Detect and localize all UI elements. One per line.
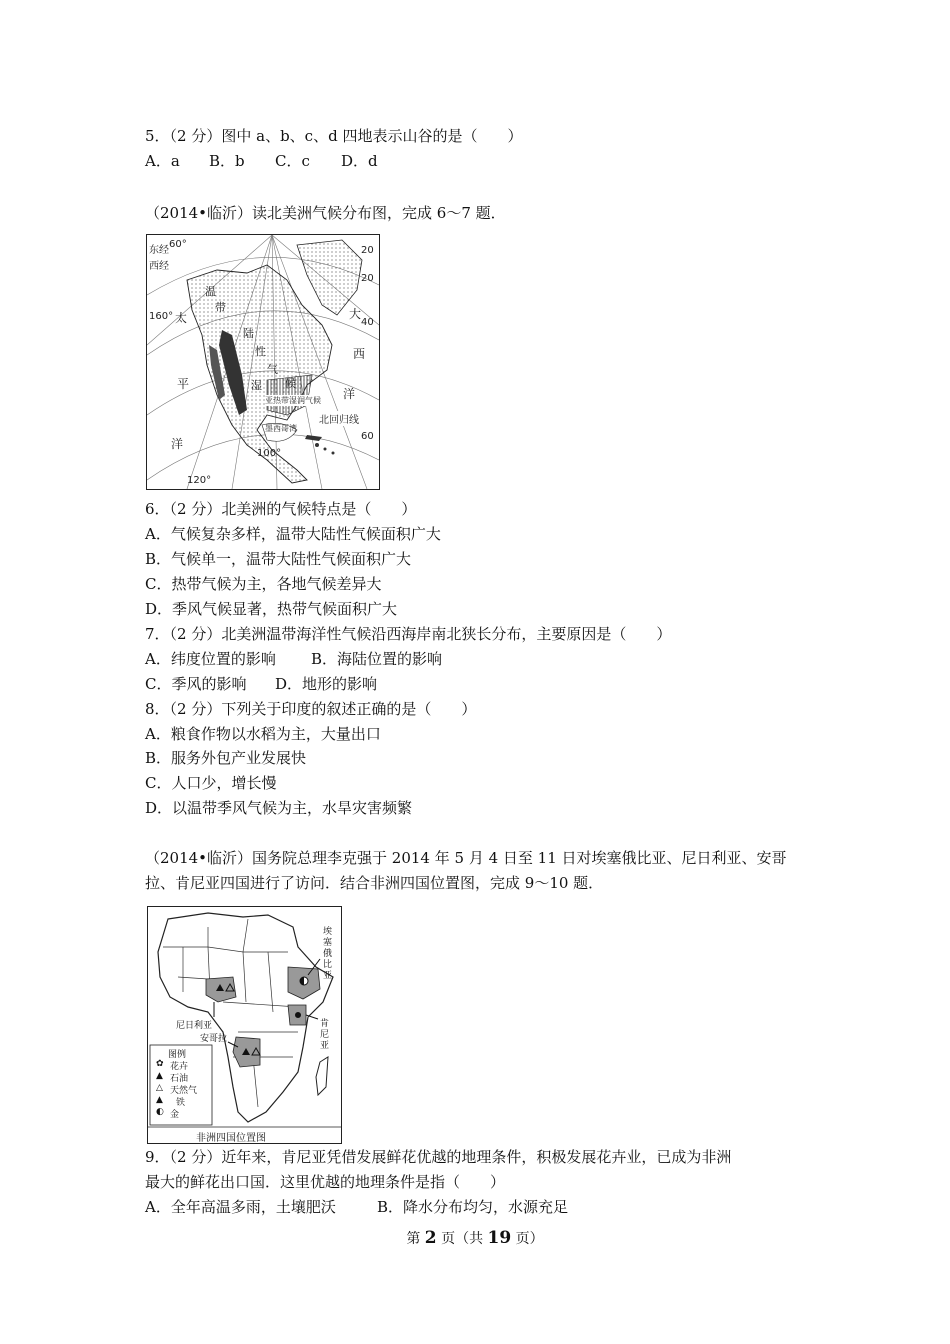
q7-option-d: D．地形的影响: [275, 675, 378, 693]
map-label-ocean-da: 大: [349, 307, 362, 321]
q7-option-a: A．纬度位置的影响: [145, 650, 276, 668]
q9-stem-line2: 最大的鲜花出口国．这里优越的地理条件是指（ ）: [145, 1173, 506, 1191]
map-label-hou: 候: [285, 377, 296, 390]
legend-gas: 天然气: [170, 1086, 198, 1096]
map-label-subtropical: 亚热带湿润气候: [265, 396, 321, 405]
q5-options: [145, 151, 378, 171]
map-label-humid: 湿: [251, 379, 262, 392]
map-label-ocean-yang2: 洋: [343, 387, 356, 401]
q5-option-c: C．c: [275, 152, 310, 170]
map-label-lat-40: 40: [361, 317, 374, 328]
legend-iron: 铁: [176, 1098, 186, 1108]
q7-option-b: B．海陆位置的影响: [311, 650, 443, 668]
north-america-climate-map: [146, 234, 380, 490]
map-label-tropic: 北回归线: [319, 411, 359, 426]
q9-option-b: B．降水分布均匀，水源充足: [377, 1198, 569, 1216]
map-label-lat-60: 60: [361, 431, 374, 442]
legend-gold: 金: [170, 1110, 180, 1120]
q7-stem: 7．（2 分）北美洲温带海洋性气候沿西海岸南北狭长分布，主要原因是（ ）: [145, 625, 672, 643]
q8-option-d: D．以温带季风气候为主，水旱灾害频繁: [145, 799, 413, 817]
legend-oil: 石油: [170, 1074, 189, 1084]
intro-6-7: （2014•临沂）读北美洲气候分布图，完成 6～7 题．: [145, 204, 506, 222]
q8-option-a: A．粮食作物以水稻为主，大量出口: [145, 725, 381, 743]
q7-option-c: C．季风的影响: [145, 675, 247, 693]
map-label-mexico-gulf: 墨西哥湾: [265, 424, 297, 433]
map-caption: 非洲四国位置图: [196, 1133, 266, 1144]
footer-total-pages: 19: [487, 1228, 512, 1248]
legend-title: 图例: [168, 1050, 187, 1060]
label-kenya: 肯尼亚: [320, 1019, 330, 1051]
q6-option-c: C．热带气候为主，各地气候差异大: [145, 575, 382, 593]
footer-prefix: 第: [406, 1231, 425, 1247]
footer-page-number: 2: [424, 1228, 437, 1248]
map-label-dai: 带: [215, 301, 226, 314]
map-label-ocean-tai: 太: [175, 311, 188, 325]
q5-option-a: A．a: [145, 152, 180, 170]
map-label-lon-60: 60°: [169, 239, 187, 250]
map-label-ocean-yang: 洋: [171, 437, 184, 451]
q9-stem-line1: 9．（2 分）近年来，肯尼亚凭借发展鲜花优越的地理条件，积极发展花卉业，已成为非洲: [145, 1148, 732, 1166]
q8-stem: 8．（2 分）下列关于印度的叙述正确的是（ ）: [145, 700, 477, 718]
map-label-lon-160: 160°: [149, 311, 174, 322]
q6-stem: 6．（2 分）北美洲的气候特点是（ ）: [145, 500, 417, 518]
intro-9-10-line1: （2014•临沂）国务院总理李克强于 2014 年 5 月 4 日至 11 日对埃塞俄比亚、尼日利亚、安哥: [145, 849, 787, 867]
legend-gas-icon: △: [156, 1083, 163, 1093]
page-footer: [0, 1228, 950, 1248]
q7-options-row2: [145, 674, 377, 694]
q7-options-row1: [145, 649, 442, 669]
label-angola: 安哥拉: [200, 1034, 228, 1044]
q6-option-b: B．气候单一，温带大陆性气候面积广大: [145, 550, 412, 568]
map-label-lu: 陆: [243, 327, 254, 340]
q8-option-b: B．服务外包产业发展快: [145, 749, 307, 767]
map-label-lat-20: 20: [361, 273, 374, 284]
q9-option-a: A．全年高温多雨，土壤肥沃: [145, 1198, 336, 1216]
map-label-wen: 温: [205, 285, 216, 298]
q8-option-c: C．人口少，增长慢: [145, 774, 277, 792]
map-label-east-longitude: 东经: [149, 245, 169, 256]
intro-9-10-line2: 拉、肯尼亚四国进行了访问．结合非洲四国位置图，完成 9～10 题．: [145, 874, 604, 892]
legend-flower-icon: ✿: [156, 1059, 164, 1069]
label-nigeria: 尼日利亚: [176, 1021, 213, 1031]
map-label-lat-20-top: 20: [361, 245, 374, 256]
legend-oil-icon: ▲: [156, 1071, 163, 1081]
q6-option-a: A．气候复杂多样，温带大陆性气候面积广大: [145, 525, 441, 543]
label-ethiopia: 埃塞俄比亚: [323, 927, 333, 981]
africa-four-countries-map: [147, 906, 342, 1144]
legend-iron-icon: ▲: [156, 1095, 163, 1105]
legend-flower: 花卉: [170, 1062, 189, 1072]
map-label-lon-120: 120°: [187, 475, 212, 486]
map-label-west-longitude: 西经: [149, 261, 169, 272]
map-label-xing: 性: [255, 345, 266, 358]
q9-options: [145, 1197, 568, 1217]
q5-stem: 5．（2 分）图中 a、b、c、d 四地表示山谷的是（ ）: [145, 127, 523, 145]
q5-option-b: B．b: [209, 152, 245, 170]
map-label-lon-100: 100°: [257, 448, 282, 459]
footer-suffix: 页）: [511, 1231, 544, 1247]
legend-gold-icon: ◐: [156, 1107, 164, 1117]
map-label-qi: 气: [267, 363, 278, 376]
q5-option-d: D．d: [341, 152, 378, 170]
footer-middle: 页（共: [436, 1231, 488, 1247]
q6-option-d: D．季风气候显著，热带气候面积广大: [145, 600, 398, 618]
map-label-ocean-ping: 平: [177, 377, 190, 391]
map-label-ocean-xi: 西: [353, 347, 366, 361]
